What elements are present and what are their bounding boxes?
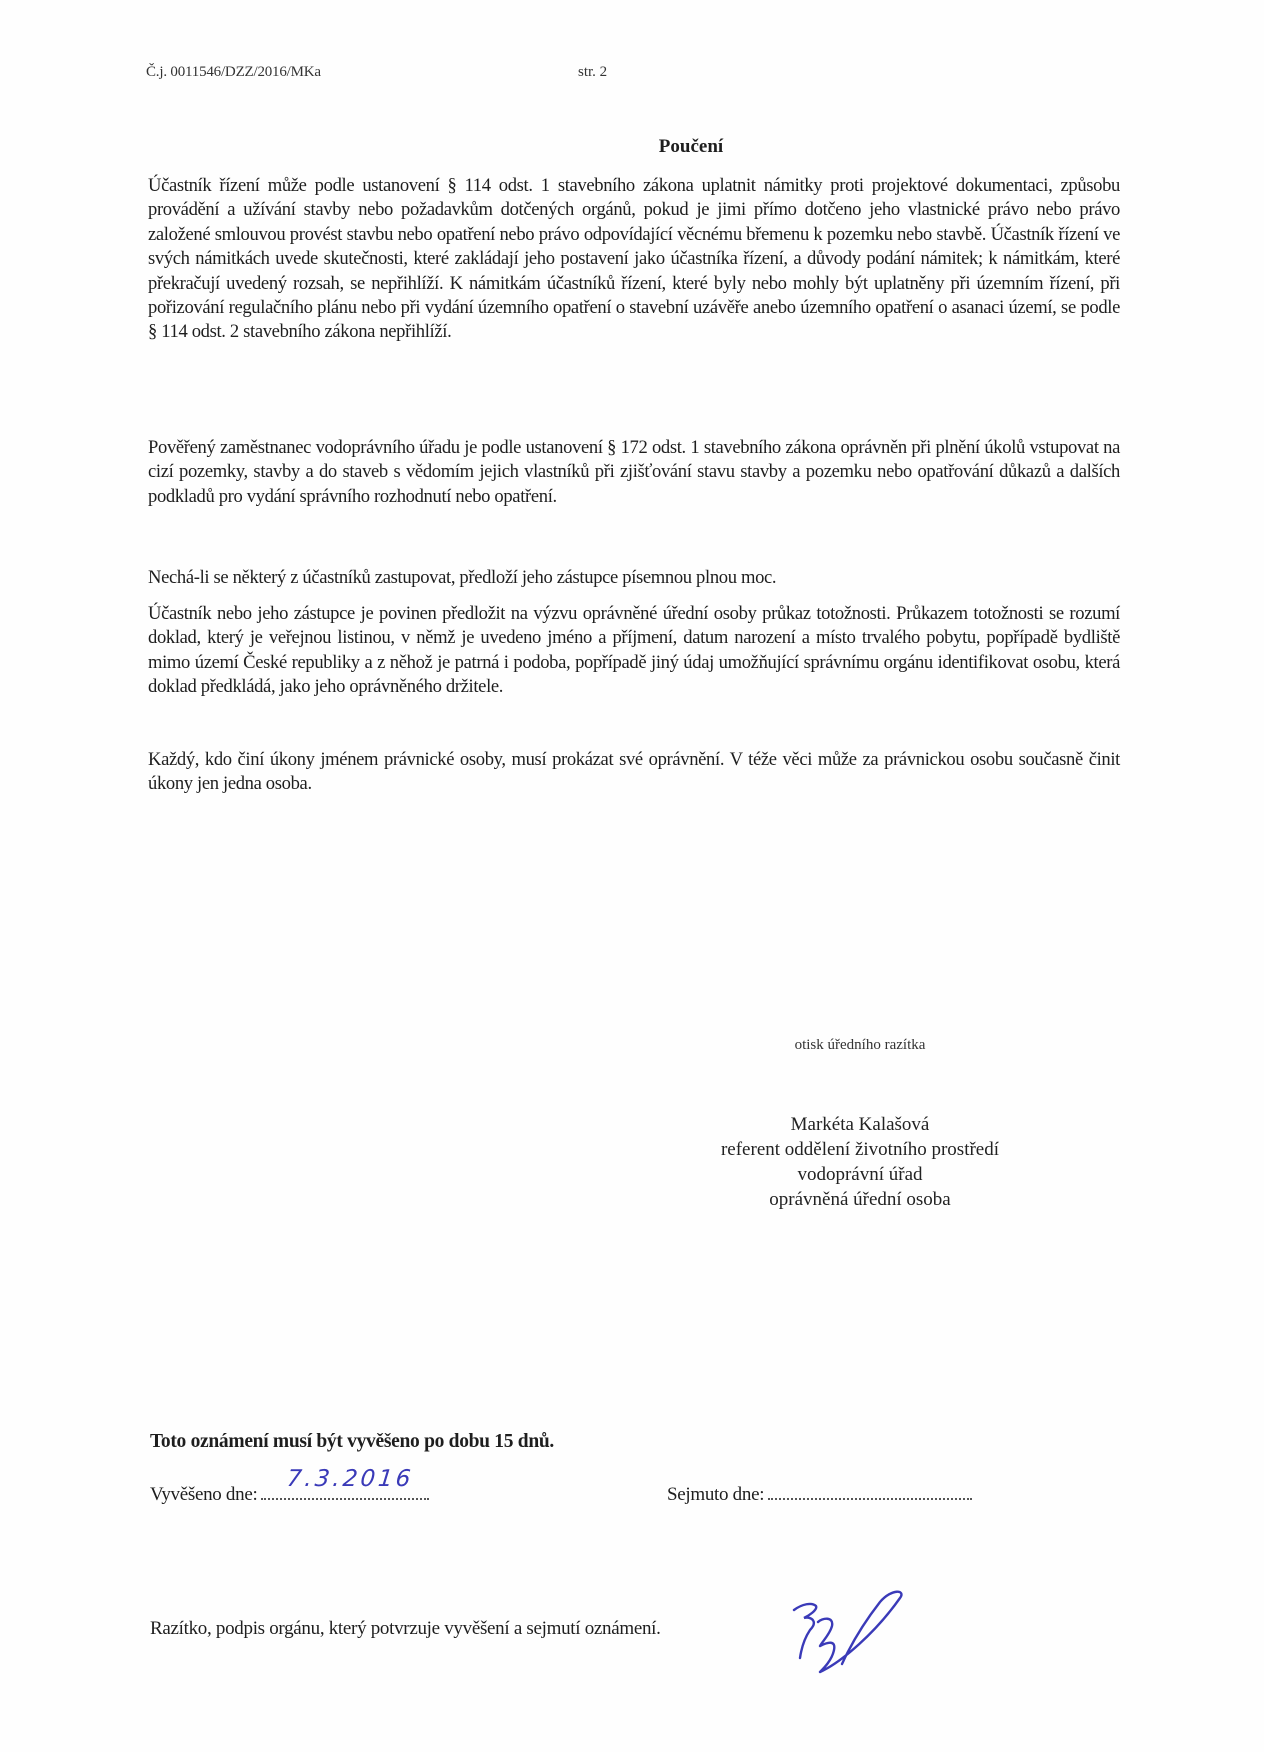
posted-date-label: Vyvěšeno dne:: [150, 1484, 258, 1505]
removed-date-field[interactable]: [768, 1484, 972, 1500]
signatory-name: Markéta Kalašová: [790, 1114, 930, 1135]
paragraph-legal-entity: [148, 748, 1120, 797]
signatory-office: vodoprávní úřad: [797, 1164, 923, 1185]
stamp-signature-instruction: Razítko, podpis orgánu, který potvrzuje vyvěšení a sejmutí oznámení.: [150, 1618, 661, 1639]
reference-number: Č.j. 0011546/DZZ/2016/MKa: [146, 64, 321, 80]
paragraph-entry-rights: [148, 436, 1120, 509]
paragraph-text: Účastník řízení může podle ustanovení § 114 odst. 1 stavebního zákona uplatnit námitky proti projektové dokumentaci, způsobu provádění a užívání stavby nebo požadavkům dotčených orgánů, pokud je jimi přímo dotčeno jeho vlastnické právo nebo právo založené smlouvou provést stavbu nebo opatření nebo právo odpovídající věcnému břemenu k pozemku nebo stavbě. Účastník řízení ve svých námitkách uvede skutečnosti, které zakládají jeho postavení jako účastníka řízení, a důvody podání námitek; k námitkám, které překračují uvedený rozsah, se nepřihlíží. K námitkám účastníků řízení, které byly nebo mohly být uplatněny při územním řízení, při pořizování regulačního plánu nebo při vydání územního opatření o stavební uzávěře anebo územního opatření o asanaci území, se podle § 114 odst. 2 stavebního zákona nepřihlíží.: [148, 175, 1120, 343]
paragraph-representation: [148, 566, 1120, 590]
paragraph-identity-proof: [148, 602, 1120, 700]
signatory-position: referent oddělení životního prostředí: [720, 1139, 1000, 1160]
paragraph-text: Nechá-li se některý z účastníků zastupovat, předloží jeho zástupce písemnou plnou moc.: [148, 567, 777, 588]
signatory-role: oprávněná úřední osoba: [769, 1189, 951, 1210]
stamp-placeholder-note: otisk úředního razítka: [794, 1037, 926, 1053]
posting-dates-row: [150, 1484, 1050, 1506]
paragraph-text: Každý, kdo činí úkony jménem právnické osoby, musí prokázat své oprávnění. V téže věci může za právnickou osobu současně činit úkony jen jedna osoba.: [148, 749, 1120, 795]
paragraph-objections: [148, 174, 1120, 345]
signatory-block: [660, 1112, 1060, 1212]
handwritten-signature-icon: [782, 1582, 922, 1692]
paragraph-text: Pověřený zaměstnanec vodoprávního úřadu je podle ustanovení § 172 odst. 1 stavebního zákona oprávněn při plnění úkolů vstupovat na cizí pozemky, stavby a do staveb s vědomím jejich vlastníků při zjišťování stavu stavby a pozemku nebo opatřování důkazů a dalších podkladů pro vydání správního rozhodnutí nebo opatření.: [148, 437, 1120, 507]
section-title: [0, 136, 1264, 158]
removed-date-label: Sejmuto dne:: [667, 1484, 765, 1505]
paragraph-text: Účastník nebo jeho zástupce je povinen předložit na výzvu oprávněné úřední osoby průkaz totožnosti. Průkazem totožnosti se rozumí doklad, který je veřejnou listinou, v němž je uvedeno jméno a příjmení, datum narození a místo trvalého pobytu, popřípadě bydliště mimo území České republiky a z něhož je patrná i podoba, popřípadě jiný údaj umožňující správnímu orgánu identifikovat osobu, která doklad předkládá, jako jeho oprávněného držitele.: [148, 603, 1120, 698]
removed-date-group: [667, 1484, 972, 1506]
page-number: str. 2: [578, 64, 608, 80]
posting-duration-notice: Toto oznámení musí být vyvěšeno po dobu 15 dnů.: [150, 1431, 554, 1452]
handwritten-posted-date: 7.3.2016: [285, 1466, 415, 1492]
section-title-text: Poučení: [658, 136, 724, 157]
